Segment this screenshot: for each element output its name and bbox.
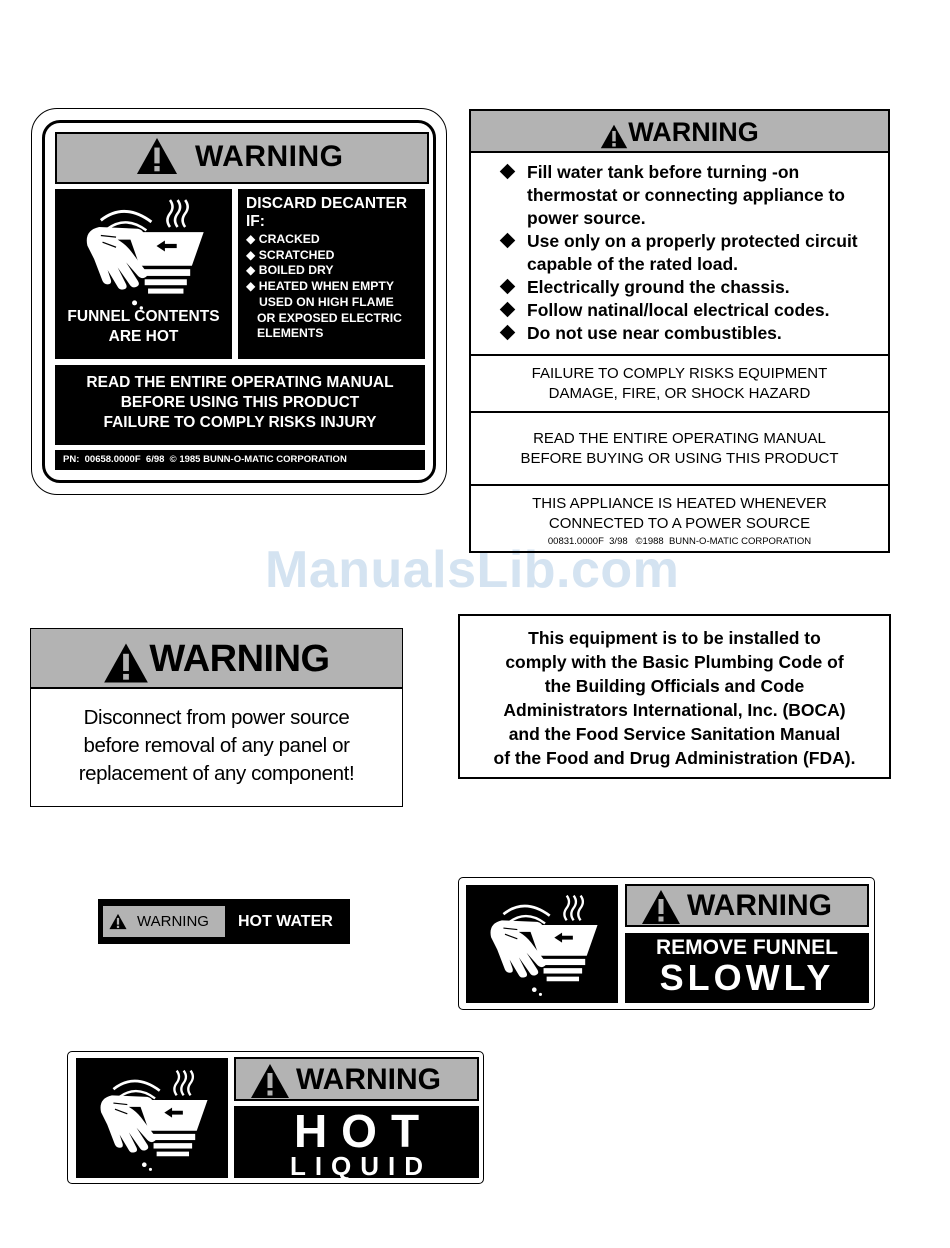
plumbing-code-notice [458,614,891,779]
list-item-cont: OR EXPOSED ELECTRIC [257,310,402,325]
list-item-cont: USED ON HIGH FLAME [259,294,394,309]
warning-triangle-icon [600,124,628,149]
label-header [471,111,888,153]
warning-triangle-icon [641,889,681,925]
hot-funnel-panel [76,1058,228,1178]
label-header [55,132,429,184]
instruction-line: SLOWLY [659,957,835,998]
manual-row [471,411,888,484]
discard-panel [238,189,425,359]
list-item [471,299,888,322]
list-item-cont: ELEMENTS [257,326,324,341]
notice-line: BEFORE USING THIS PRODUCT [120,394,360,411]
list-item-text: HEATED WHEN EMPTY [258,279,394,294]
row-line: BEFORE BUYING OR USING THIS PRODUCT [520,450,839,467]
bullet-diamond-icon [500,233,516,249]
instruction-line: REMOVE FUNNEL [655,936,838,959]
list-item-text: Fill water tank before turning -on thermostat or connecting appliance to power source. [527,162,845,228]
list-item [471,230,888,276]
list-item [471,161,888,230]
notice-line: the Building Officials and Code [544,676,805,696]
header-title: WARNING [195,140,344,173]
panel-title [246,195,425,231]
list-item-text: Follow natinal/local electrical codes. [527,300,830,320]
disconnect-warning-label [30,628,403,807]
list-item-text: Use only on a properly protected circuit capable of the rated load. [527,231,858,274]
watermark: ManualsLib.com [265,541,680,599]
notice-line: comply with the Basic Plumbing Code of [505,652,844,672]
hot-water-label [98,899,350,944]
notice-line: and the Food Service Sanitation Manual [508,724,841,744]
label-header [625,884,869,927]
bullet-diamond-icon [500,164,516,180]
body-line: before removal of any panel or [83,734,350,757]
notice-line: This equipment is to be installed to [528,628,821,648]
warning-text: WARNING [137,913,209,930]
hot-funnel-icon [67,195,219,313]
list-item [471,322,888,345]
body-line: Disconnect from power source [83,706,350,729]
bullet-diamond-icon [500,325,516,341]
part-number: 00831.0000F 3/98 ©1988 BUNN-O-MATIC CORPORATION [547,536,812,547]
header-title: WARNING [296,1063,441,1096]
header-title: WARNING [687,889,832,922]
hot-text: HOT [293,1105,434,1157]
discard-list [246,232,425,342]
funnel-warning-label [31,108,447,495]
caption-line: ARE HOT [108,328,179,345]
hot-liquid-panel [234,1105,479,1181]
warning-triangle-icon [250,1063,290,1099]
list-item-text: SCRATCHED [258,247,335,262]
panel-title-line: DISCARD DECANTER [246,195,408,212]
heated-row [471,484,888,551]
hot-water-text: HOT WATER [238,913,333,930]
list-item: ◆ CRACKED [246,232,320,246]
hot-funnel-icon [470,891,614,999]
list-item-text: Do not use near combustibles. [527,323,782,343]
row-line: DAMAGE, FIRE, OR SHOCK HAZARD [548,385,811,402]
list-item: ◆ BOILED DRY [246,263,334,278]
label-header [234,1057,479,1101]
row-line: FAILURE TO COMPLY RISKS EQUIPMENT [531,365,828,382]
hot-funnel-icon [80,1066,224,1174]
panel-caption [55,307,232,347]
label-header [31,629,402,689]
list-item-text: BOILED DRY [258,263,334,278]
warning-triangle-icon [103,642,149,684]
hot-funnel-panel [466,885,618,1003]
manual-notice [55,365,425,445]
liquid-text: LIQUID [289,1151,433,1181]
list-item-text: Electrically ground the chassis. [527,277,790,297]
row-line: THIS APPLIANCE IS HEATED WHENEVER [532,495,827,512]
warning-triangle-icon [135,137,179,175]
panel-title-line: IF: [246,213,265,230]
list-item-text: CRACKED [258,232,320,246]
row-line: READ THE ENTIRE OPERATING MANUAL [533,430,826,447]
list-item: ◆ SCRATCHED [246,247,335,262]
list-item [471,276,888,299]
bullet-diamond-icon [500,279,516,295]
row-line: CONNECTED TO A POWER SOURCE [548,515,811,532]
notice-line: FAILURE TO COMPLY RISKS INJURY [103,414,377,431]
bullet-diamond-icon [500,302,516,318]
notice-line: Administrators International, Inc. (BOCA) [503,700,846,720]
instruction-list [471,161,888,345]
notice-line: READ THE ENTIRE OPERATING MANUAL [86,374,394,391]
part-number: PN: 00658.0000F 6/98 © 1985 BUNN-O-MATIC CORPORATION [55,450,425,470]
warning-chip [103,906,225,937]
warning-triangle-icon [109,913,127,930]
hot-funnel-panel [55,189,232,359]
header-title: WARNING [628,117,759,147]
list-item: ◆ HEATED WHEN EMPTY [246,279,394,294]
label-body [31,704,402,788]
remove-funnel-label [458,877,875,1010]
electrical-warning-label [469,109,890,553]
header-title: WARNING [149,638,330,680]
caption-line: FUNNEL CONTENTS [67,308,220,325]
hot-liquid-label [67,1051,484,1184]
label-inner-border [42,120,436,483]
instruction-panel [625,933,869,1003]
body-line: replacement of any component! [78,762,355,785]
hazard-row [471,354,888,411]
notice-line: of the Food and Drug Administration (FDA). [493,748,856,768]
